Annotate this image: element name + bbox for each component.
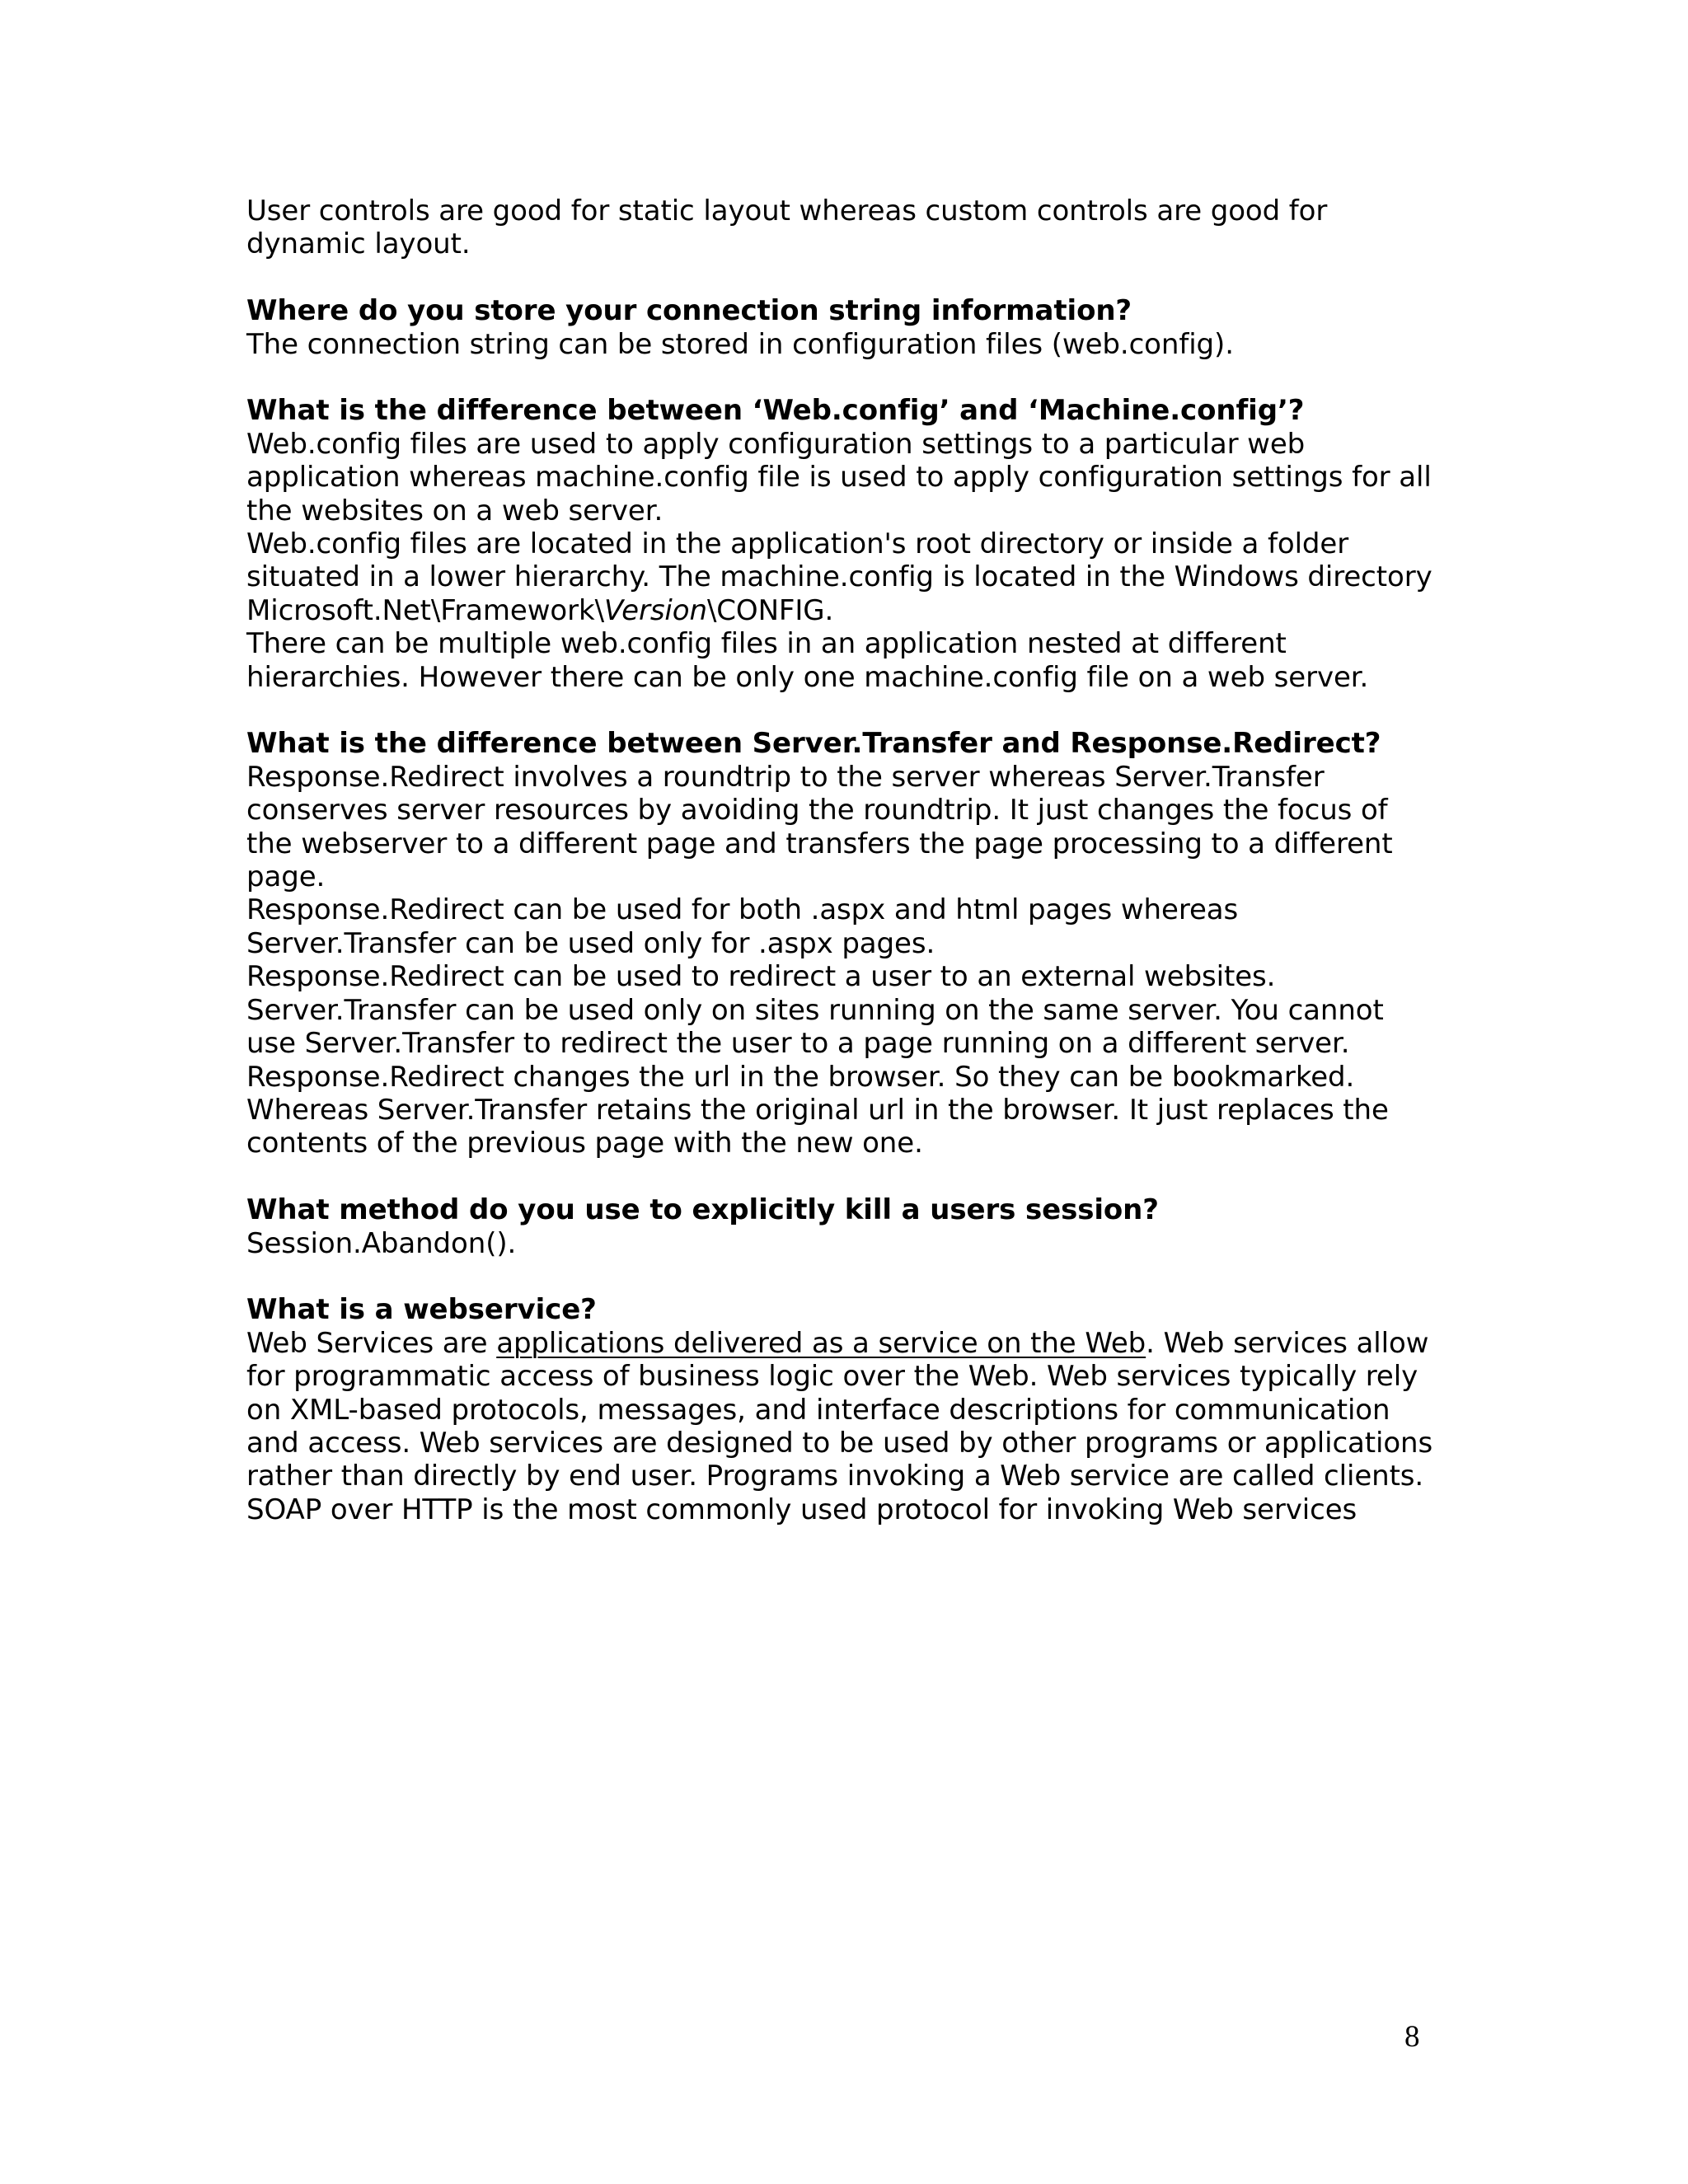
qa-section-config-difference — [246, 394, 1483, 694]
answer-line: Server.Transfer can be used only for .aspx pages. — [246, 926, 935, 960]
qa-section-kill-session — [246, 1193, 1483, 1260]
answer-prefix: Web Services are — [246, 1326, 497, 1360]
answer-line: situated in a lower hierarchy. The machine.config is located in the Windows directory — [246, 560, 1432, 594]
question-heading: Where do you store your connection string information? — [246, 294, 1132, 328]
answer-line: on XML-based protocols, messages, and interface descriptions for communication — [246, 1393, 1390, 1427]
config-path-line — [246, 594, 1483, 627]
qa-section-connection-string — [246, 294, 1483, 361]
paragraph-gap — [246, 361, 1483, 394]
answer-line: rather than directly by end user. Programs invoking a Web service are called clients. — [246, 1460, 1424, 1493]
answer-line: There can be multiple web.config files in an application nested at different — [246, 627, 1287, 661]
path-version-italic: Version — [603, 593, 707, 627]
answer-line: Response.Redirect involves a roundtrip to the server whereas Server.Transfer — [246, 760, 1325, 794]
page-number: 8 — [1404, 2020, 1420, 2054]
answer-line: Web.config files are located in the application's root directory or inside a folder — [246, 527, 1349, 561]
qa-section-transfer-vs-redirect — [246, 727, 1483, 1160]
webservice-definition-link[interactable]: applications delivered as a service on the Web — [496, 1326, 1146, 1360]
question-heading: What is the difference between Server.Transfer and Response.Redirect? — [246, 727, 1381, 761]
answer-line: Response.Redirect can be used for both .aspx and html pages whereas — [246, 893, 1239, 927]
paragraph-gap — [246, 261, 1483, 294]
qa-section-webservice — [246, 1293, 1483, 1526]
answer-line: contents of the previous page with the new one. — [246, 1127, 923, 1160]
question-heading: What is the difference between ‘Web.config’ and ‘Machine.config’? — [246, 394, 1305, 428]
answer-line: Response.Redirect can be used to redirect a user to an external websites. — [246, 960, 1276, 994]
intro-line: User controls are good for static layout whereas custom controls are good for — [246, 194, 1328, 227]
answer-line: hierarchies. However there can be only one machine.config file on a web server. — [246, 660, 1369, 694]
answer-line: for programmatic access of business logic over the Web. Web services typically rely — [246, 1360, 1418, 1394]
answer-line: use Server.Transfer to redirect the user to a page running on a different server. — [246, 1027, 1350, 1061]
answer-line: the websites on a web server. — [246, 494, 663, 527]
answer-line: SOAP over HTTP is the most commonly used protocol for invoking Web services — [246, 1493, 1357, 1526]
answer-line: the webserver to a different page and transfers the page processing to a different — [246, 827, 1393, 860]
answer-line: conserves server resources by avoiding the roundtrip. It just changes the focus of — [246, 794, 1388, 827]
answer-line: Web.config files are used to apply configuration settings to a particular web — [246, 427, 1306, 461]
answer-line: application whereas machine.config file is used to apply configuration settings for all — [246, 461, 1432, 494]
answer-line: Whereas Server.Transfer retains the original url in the browser. It just replaces the — [246, 1093, 1389, 1127]
answer-line: Server.Transfer can be used only on sites running on the same server. You cannot — [246, 993, 1384, 1027]
answer-line: page. — [246, 860, 326, 894]
answer-line-with-link — [246, 1327, 1483, 1360]
question-heading: What is a webservice? — [246, 1293, 597, 1327]
answer-suffix: . Web services allow — [1146, 1326, 1429, 1360]
paragraph-gap — [246, 694, 1483, 727]
paragraph-gap — [246, 1260, 1483, 1293]
question-heading: What method do you use to explicitly kill a users session? — [246, 1193, 1159, 1227]
answer-line: Session.Abandon(). — [246, 1226, 517, 1260]
answer-line: The connection string can be stored in configuration files (web.config). — [246, 327, 1234, 361]
answer-line: and access. Web services are designed to be used by other programs or applications — [246, 1426, 1433, 1460]
intro-line: dynamic layout. — [246, 227, 471, 261]
page-content — [246, 194, 1483, 1526]
paragraph-gap — [246, 1160, 1483, 1193]
path-prefix: Microsoft.Net\Framework\ — [246, 593, 604, 627]
path-suffix: \CONFIG. — [706, 593, 834, 627]
answer-line: Response.Redirect changes the url in the browser. So they can be bookmarked. — [246, 1060, 1355, 1094]
